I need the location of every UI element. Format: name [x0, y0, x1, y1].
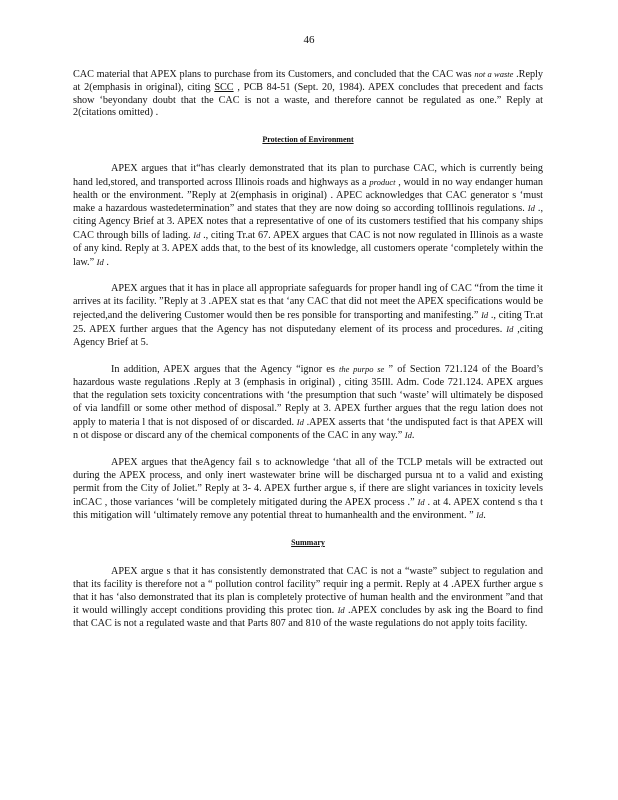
paragraph-text: CAC material that APEX plans to purchase from its Customers, and concluded that the CAC was	[73, 69, 475, 80]
paragraph-text: , PCB 84-51 (Sept. 20, 1984). APEX concludes that precedent and facts show ‘beyondany doubt that the CAC is not a waste, and therefore cannot be regulated as one.” Reply at 2(citations omitted) .	[73, 81, 543, 119]
paragraph-text: APEX argues that theAgency fail s to acknowledge ‘that all of the TCLP metals will be extracted out during the APEX process, and only inert wastewater brine will be discharged pursua nt to a valid and existing permit from the City of Joliet.” Reply at 3- 4. APEX further argue s, if there are slight variances in toxicity levels inCAC , those variances ‘will be completely mitigated during the APEX process .”	[73, 457, 543, 508]
paragraph-text: .Reply at 2(emphasis in original), citing	[73, 69, 543, 93]
body-paragraph	[73, 363, 543, 443]
paragraph-text: .	[483, 510, 486, 522]
body-paragraph	[73, 457, 543, 523]
italic-text: product	[369, 176, 396, 187]
italic-text: Id	[506, 323, 514, 334]
italic-text: Id	[96, 256, 104, 267]
body-paragraph	[73, 163, 543, 269]
italic-text: Id	[417, 496, 425, 507]
paragraph-text: ., citing Tr.at 67. APEX argues that CAC is not now regulated in Illinois as a waste of any kind. Reply at 3. APEX adds that, to the best of its knowledge, all customers operate ‘completely within the law.”	[73, 229, 544, 268]
paragraph-text: APEX argue s that it has consistently demonstrated that CAC is not a “waste” subject to regulation and that its facility is therefore not a “ pollution control facility” requir ing a permit. Reply at 4 .APEX further argue s that it has ‘also demonstrated that its plan is completely protective of human health and the environment ”and that it would willingly accept conditions providing this protec tion.	[73, 565, 543, 617]
page-number: 46	[303, 34, 315, 46]
italic-text: Id	[481, 309, 489, 320]
paragraph-text: . at 4. APEX contend s tha t this mitigation will ‘ultimately remove any potential threat to humanhealth and the environment. ”	[73, 496, 544, 522]
section-heading	[73, 537, 543, 550]
paragraph-text: APEX argues that it“has clearly demonstrated that its plan to purchase CAC, which is currently being hand led,stored, and transported across Illinois roads and highways as a	[73, 162, 543, 188]
paragraph-text: In addition, APEX argues that the Agency “ignor es	[111, 364, 339, 376]
document-body	[73, 68, 543, 645]
italic-text: Id	[337, 605, 345, 616]
section-heading	[73, 134, 543, 147]
italic-text: the purpo se	[338, 364, 385, 375]
italic-text: Id	[404, 430, 412, 441]
body-paragraph	[73, 283, 543, 349]
paragraph-text: ., citing Agency Brief at 3. APEX notes that a representative of one of its customers testified that his company ships CAC through bills of lading.	[73, 203, 543, 241]
paragraph-text: , would in no way endanger human health or the environment. ”Reply at 2(emphasis in original) . APEC acknowledges that CAC generator s ‘must make a hazardous wastedetermination” and states that they are now doing so according toIllinois regulations.	[73, 176, 543, 215]
italic-text: Id	[296, 416, 304, 427]
section-heading-text: Protection of Environment	[262, 135, 354, 145]
body-paragraph	[73, 566, 543, 631]
paragraph-text: .APEX asserts that ‘the undisputed fact is that APEX will n ot dispose or discard any of the chemical components of the CAC in any way.”	[73, 416, 543, 442]
section-heading-text: Summary	[291, 538, 325, 548]
italic-text: Id	[193, 229, 201, 240]
paragraph-text: .APEX concludes by ask ing the Board to find that CAC is not a regulated waste and that Parts 807 and 810 of the waste regulations do not apply toits facility.	[73, 605, 543, 630]
paragraph-text: .	[103, 256, 109, 268]
paragraph-text: ” of Section 721.124 of the Board’s hazardous waste regulations .Reply at 3 (emphasis in original) , citing 35Ill. Adm. Code 721.124. APEX argues that the regulation sets toxicity concentrations with ‘the presumption that such ‘waste’ will ultimately be disposed of via landfill or some other method of disposal.” Reply at 3. APEX further argues that the regu lation does not apply to materia l that is not disposed of or discarded.	[73, 364, 543, 428]
body-paragraph	[73, 68, 543, 120]
underlined-citation: SCC	[214, 81, 234, 93]
paragraph-text: ,citing Agency Brief at 5.	[73, 323, 544, 348]
paragraph-text: APEX argues that it has in place all appropriate safeguards for proper handl ing of CAC “from the time it arrives at its facility. ”Reply at 3 .APEX stat es that ‘any CAC that did not meet the APEX specifications would be rejected,and the delivering Customer would then be res ponsible for transporting and manifesting.”	[73, 283, 543, 321]
paragraph-text: .	[411, 430, 415, 442]
italic-text: not a waste	[474, 69, 514, 79]
italic-text: Id	[476, 510, 484, 521]
paragraph-text: ., citing Tr.at 25. APEX further argues that the Agency has not disputedany element of its process and procedures.	[73, 309, 543, 335]
italic-text: Id	[527, 203, 535, 214]
